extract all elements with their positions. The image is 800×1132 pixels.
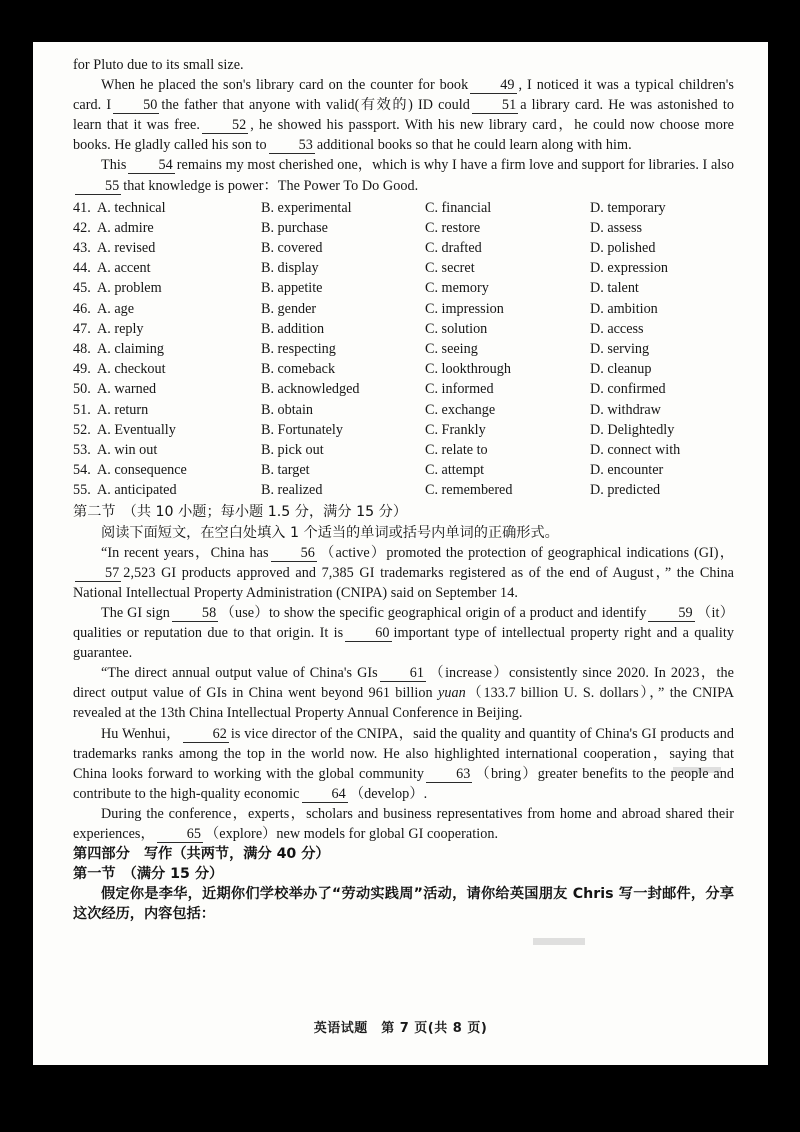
gi-p4-seg-b: is vice director of the CNIPA，said the quality and quantity of China's GI products and trademarks ranks among the top in the world now. He also highlighted international cooperation，saying that China looks forward to working with the global community [73,725,734,782]
option-d[interactable]: D. confirmed [590,381,666,398]
option-c[interactable]: C. lookthrough [425,361,511,378]
blank-59[interactable]: 59 [648,606,694,622]
cloze-p2-seg-f: additional books so that he could learn along with him. [316,137,632,154]
blank-54[interactable]: 54 [128,158,174,174]
gi-p5-seg-b: （explore）new models for global GI cooperation. [205,825,499,842]
option-c[interactable]: C. relate to [425,441,488,458]
option-c[interactable]: C. informed [425,381,494,398]
cloze-p3-seg-b: remains my most cherished one，which is why I have a firm love and support for libraries. I also [176,157,734,174]
gi-p2-seg-a: The GI sign [101,604,170,621]
choice-row-44 [73,260,734,280]
cloze-line-continuation [73,55,734,75]
part-four-heading: 第四部分 写作（共两节，满分 40 分） [73,846,330,863]
cloze-p2-seg-b: , I noticed it was a typical children's card. I [73,77,734,114]
option-d[interactable]: D. talent [590,280,639,297]
choice-row-49 [73,361,734,381]
blank-52[interactable]: 52 [202,118,248,134]
option-b[interactable]: B. realized [261,482,323,499]
gi-p4-seg-c: （bring）greater benefits to the people and contribute to the high-quality economic [73,765,734,802]
gi-p3-seg-a: “The direct annual output value of China's GIs [101,665,378,682]
blank-62[interactable]: 62 [183,727,229,743]
option-c[interactable]: C. Frankly [425,421,486,438]
option-b[interactable]: B. experimental [261,199,352,216]
option-b[interactable]: B. appetite [261,280,323,297]
option-d[interactable]: D. cleanup [590,361,652,378]
cloze-paragraph-3 [73,155,734,195]
scan-artifact-top [533,938,585,945]
question-number: 48. [73,340,91,357]
gi-paragraph-4 [73,724,734,804]
choice-row-54 [73,462,734,482]
option-c[interactable]: C. attempt [425,462,485,479]
option-c[interactable]: C. impression [425,300,504,317]
question-number: 51. [73,401,91,418]
cloze-p2-seg-c: the father that anyone with valid(有效的) ID could [161,97,470,114]
option-c[interactable]: C. memory [425,280,489,297]
gi-p1-seg-c: 2,523 GI products approved and 7,385 GI trademarks registered as of the end of August，” the China National Intellectual Property Administration (CNIPA) said on September 14. [73,564,734,601]
option-d[interactable]: D. polished [590,240,656,257]
option-d[interactable]: D. expression [590,260,669,277]
question-number: 54. [73,462,91,479]
choice-row-52 [73,422,734,442]
multiple-choice-options-list [73,200,734,503]
question-number: 41. [73,199,91,216]
option-c[interactable]: C. solution [425,320,488,337]
exam-page-sheet [33,42,768,1065]
writing-task-prompt: 假定你是李华，近期你们学校举办了“劳动实践周”活动，请你给英国朋友 Chris 写一封邮件，分享这次经历，内容包括： [73,886,734,923]
gi-p2-seg-b: （use）to show the specific geographical origin of a product and identify [220,604,647,621]
blank-58[interactable]: 58 [172,606,218,622]
blank-60[interactable]: 60 [345,626,391,642]
page-footer: 英语试题 第 7 页(共 8 页) [313,1021,488,1036]
option-a[interactable]: A. win out [97,441,158,458]
gi-p2-seg-d: important type of intellectual property right and a quality guarantee. [73,625,734,662]
gi-p4-seg-d: （develop）. [349,785,428,802]
choice-row-43 [73,240,734,260]
option-c[interactable]: C. drafted [425,240,482,257]
option-d[interactable]: D. Delightedly [590,421,675,438]
option-b[interactable]: B. target [261,462,310,479]
option-a[interactable]: A. age [97,300,135,317]
blank-61[interactable]: 61 [380,666,426,682]
option-a[interactable]: A. claiming [97,340,164,357]
option-b[interactable]: B. display [261,260,319,277]
question-number: 42. [73,219,91,236]
question-number: 46. [73,300,91,317]
option-a[interactable]: A. Eventually [97,421,176,438]
blank-65[interactable]: 65 [157,827,203,843]
choice-row-48 [73,341,734,361]
gi-p3-italic-yuan: yuan [438,685,466,702]
question-number: 50. [73,381,91,398]
option-a[interactable]: A. warned [97,381,157,398]
gi-paragraph-5 [73,804,734,844]
question-number: 43. [73,240,91,257]
question-number: 47. [73,320,91,337]
option-b[interactable]: B. comeback [261,361,336,378]
choice-row-55 [73,482,734,502]
cloze-text-line1: for Pluto due to its small size. [73,57,244,73]
option-a[interactable]: A. consequence [97,462,187,479]
gi-paragraph-1 [73,543,734,603]
option-d[interactable]: D. encounter [590,462,664,479]
cloze-paragraph-2 [73,75,734,155]
option-a[interactable]: A. technical [97,199,166,216]
question-number: 52. [73,421,91,438]
choice-row-45 [73,280,734,300]
blank-64[interactable]: 64 [302,787,348,803]
blank-50[interactable]: 50 [113,98,159,114]
option-b[interactable]: B. respecting [261,340,336,357]
choice-row-41 [73,200,734,220]
option-b[interactable]: B. acknowledged [261,381,360,398]
option-c[interactable]: C. seeing [425,340,478,357]
option-a[interactable]: A. anticipated [97,482,177,499]
blank-63[interactable]: 63 [426,767,472,783]
option-a[interactable]: A. problem [97,280,162,297]
choice-row-50 [73,381,734,401]
option-d[interactable]: D. access [590,320,644,337]
gi-paragraph-2 [73,603,734,663]
option-a[interactable]: A. return [97,401,149,418]
section-two-instruction: 阅读下面短文，在空白处填入 1 个适当的单词或括号内单词的正确形式。 [101,524,559,541]
blank-55[interactable]: 55 [75,179,121,195]
option-d[interactable]: D. serving [590,340,650,357]
choice-row-53 [73,442,734,462]
option-c[interactable]: C. financial [425,199,492,216]
part-four-sub-heading: 第一节 （满分 15 分） [73,866,224,883]
gi-p1-seg-b: （active）promoted the protection of geographical indications (GI)， [318,544,734,561]
page-body [73,55,734,924]
option-b[interactable]: B. Fortunately [261,421,343,438]
question-number: 45. [73,280,91,297]
gi-p3-seg-b: （increase）consistently since 2020. In 2023，the direct output value of GIs in China went beyond 961 billion [73,665,734,702]
cloze-p3-seg-c: that knowledge is power：The Power To Do Good. [123,177,419,194]
option-c[interactable]: C. restore [425,219,481,236]
option-c[interactable]: C. remembered [425,482,513,499]
section-two-heading: 第二节 （共 10 小题；每小题 1.5 分，满分 15 分） [73,504,408,521]
option-d[interactable]: D. predicted [590,482,661,499]
option-d[interactable]: D. ambition [590,300,658,317]
option-a[interactable]: A. reply [97,320,144,337]
blank-49[interactable]: 49 [470,78,516,94]
gi-p4-seg-a: Hu Wenhui， [101,725,181,742]
option-c[interactable]: C. exchange [425,401,496,418]
choice-row-42 [73,220,734,240]
cloze-p2-seg-e: , he showed his passport. With his new library card，he could now choose more books. He gladly called his son to [73,117,734,154]
question-number: 53. [73,441,91,458]
gi-p2-seg-c: （it）qualities or reputation due to that origin. It is [73,604,734,642]
option-b[interactable]: B. gender [261,300,317,317]
option-b[interactable]: B. purchase [261,219,328,236]
gi-p1-seg-a: “In recent years，China has [101,544,269,561]
option-b[interactable]: B. pick out [261,441,324,458]
question-number: 49. [73,361,91,378]
option-d[interactable]: D. withdraw [590,401,661,418]
blank-53[interactable]: 53 [269,138,315,154]
option-a[interactable]: A. checkout [97,361,166,378]
gi-p3-seg-c: （133.7 billion U. S. dollars），” the CNIPA revealed at the 13th China Intellectual Property Annual Conference in Beijing. [73,685,734,722]
option-b[interactable]: B. obtain [261,401,314,418]
choice-row-51 [73,402,734,422]
blank-57[interactable]: 57 [75,566,121,582]
option-b[interactable]: B. covered [261,240,323,257]
option-d[interactable]: D. temporary [590,199,666,216]
option-d[interactable]: D. connect with [590,441,681,458]
option-a[interactable]: A. revised [97,240,156,257]
choice-row-47 [73,321,734,341]
option-a[interactable]: A. admire [97,219,154,236]
blank-56[interactable]: 56 [271,546,317,562]
blank-51[interactable]: 51 [472,98,518,114]
gi-p5-seg-a: During the conference，experts，scholars and business representatives from home and abroad shared their experiences， [73,805,734,842]
option-b[interactable]: B. addition [261,320,325,337]
gi-paragraph-3 [73,663,734,723]
cloze-p2-seg-a: When he placed the son's library card on the counter for book [101,77,469,94]
choice-row-46 [73,301,734,321]
question-number: 55. [73,482,91,499]
option-d[interactable]: D. assess [590,219,643,236]
option-a[interactable]: A. accent [97,260,151,277]
cloze-p2-seg-d: a library card. He was astonished to learn that it was free. [73,97,734,134]
question-number: 44. [73,260,91,277]
cloze-p3-seg-a: This [101,157,127,174]
option-c[interactable]: C. secret [425,260,475,277]
